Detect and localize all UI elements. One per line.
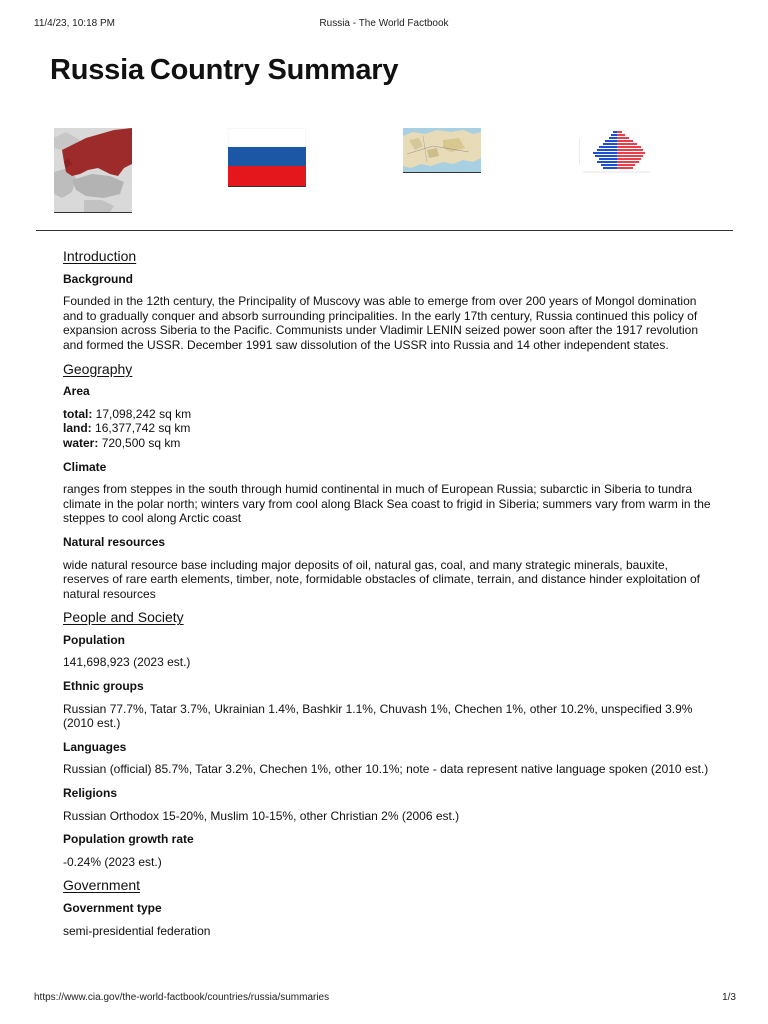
section-geography-title[interactable]: Geography xyxy=(63,360,133,377)
print-url: https://www.cia.gov/the-world-factbook/countries/russia/summaries xyxy=(34,992,330,1003)
ethnic-groups-label: Ethnic groups xyxy=(63,679,144,694)
languages-label: Languages xyxy=(63,739,127,754)
background-text: Founded in the 12th century, the Principality of Muscovy was able to emerge from over 200 years of Mongol domination and to gradually conquer and absorb surrounding principalities. In the early 17th century, Russia continued this policy of expansion across Siberia to the Pacific. Communists under Vladimir LENIN seized power soon after the 1917 revolution and formed the USSR. December 1991 saw dissolution of the USSR into Russia and 14 other independent states. xyxy=(63,294,698,352)
climate-text: ranges from steppes in the south through humid continental in much of European Russia; subarctic in Siberia to tundra climate in the polar north; winters vary from cool along Black Sea coast to frigid in Siberia; summers vary from warm in the steppes to cool along Arctic coast xyxy=(63,482,711,526)
population-text: 141,698,923 (2023 est.) xyxy=(63,655,191,670)
area-land-label: land: xyxy=(63,421,92,436)
page-title xyxy=(50,54,398,87)
background-label: Background xyxy=(63,271,134,286)
print-doc-title: Russia - The World Factbook xyxy=(319,18,449,29)
page-title-country: Russia xyxy=(50,54,144,86)
section-people-title[interactable]: People and Society xyxy=(63,609,184,626)
area-water-label: water: xyxy=(63,435,99,450)
area-water-value: 720,500 sq km xyxy=(101,435,181,450)
print-datetime: 11/4/23, 10:18 PM xyxy=(34,18,115,29)
population-growth-label: Population growth rate xyxy=(63,832,194,847)
summary-content xyxy=(63,249,713,947)
government-type-label: Government type xyxy=(63,901,162,915)
population-label: Population xyxy=(63,632,125,647)
population-growth-text: -0.24% (2023 est.) xyxy=(63,854,162,869)
area-label: Area xyxy=(63,384,90,399)
area-total-value: 17,098,242 sq km xyxy=(95,406,192,421)
area-total-label: total: xyxy=(63,406,93,421)
religions-label: Religions xyxy=(63,786,118,801)
thumbnail-gallery xyxy=(0,126,768,216)
languages-text: Russian (official) 85.7%, Tatar 3.2%, Chechen 1%, other 10.1%; note - data represent native language spoken (2010 est.) xyxy=(63,762,709,777)
religions-text: Russian Orthodox 15-20%, Muslim 10-15%, other Christian 2% (2006 est.) xyxy=(63,808,460,823)
flag-icon[interactable] xyxy=(228,128,306,187)
area-land-value: 16,377,742 sq km xyxy=(95,421,191,436)
print-page-number: 1/3 xyxy=(722,992,736,1003)
page-title-suffix: Country Summary xyxy=(149,54,399,86)
area-values xyxy=(63,407,713,451)
physical-map-icon[interactable] xyxy=(403,128,481,173)
government-type-text: semi-presidential federation xyxy=(63,923,211,938)
section-government-title[interactable]: Government xyxy=(63,877,141,894)
ethnic-groups-text: Russian 77.7%, Tatar 3.7%, Ukrainian 1.4%, Bashkir 1.1%, Chuvash 1%, Chechen 1%, other 10.2%, unspecified 3.9% (2010 est.) xyxy=(63,701,693,731)
locator-map-icon[interactable] xyxy=(54,128,132,213)
population-pyramid-icon[interactable] xyxy=(579,128,655,176)
section-introduction-title[interactable]: Introduction xyxy=(63,248,137,264)
climate-label: Climate xyxy=(63,459,107,474)
natural-resources-text: wide natural resource base including major deposits of oil, natural gas, coal, and many strategic minerals, bauxite, reserves of rare earth elements, timber, note, formidable obstacles of climate, terrain, and distance hinder exploitation of natural resources xyxy=(63,557,700,601)
natural-resources-label: Natural resources xyxy=(63,534,166,549)
section-divider xyxy=(36,230,733,231)
